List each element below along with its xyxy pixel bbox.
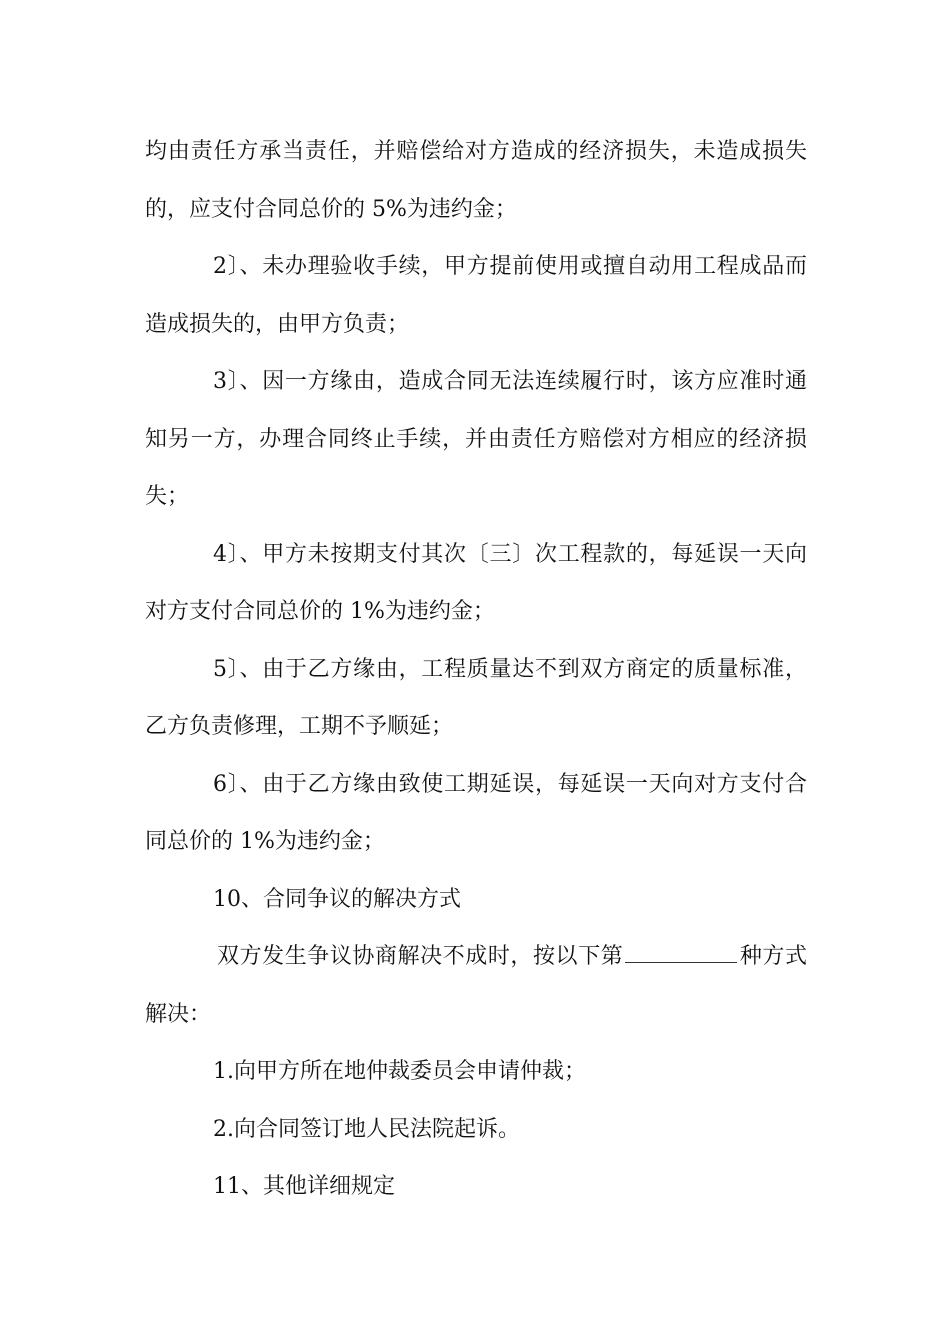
option-2-line: 2.向合同签订地人民法院起诉。 — [213, 1116, 520, 1142]
section-11-heading: 11、其他详细规定 — [213, 1174, 395, 1199]
blank-fill-field[interactable] — [625, 942, 737, 963]
text-line: 知另一方，办理合同终止手续，并由责任方赔偿对方相应的经济损 — [145, 426, 807, 452]
text-line: 失； — [145, 484, 190, 509]
clause-6-line: 6〕、由于乙方缘由致使工期延误，每延误一天向对方支付合 — [213, 771, 807, 797]
text-line: 造成损失的，由甲方负责； — [145, 311, 410, 337]
text-line: 对方支付合同总价的 1%为违约金； — [145, 599, 495, 624]
dispute-line — [145, 934, 807, 992]
document-body — [145, 129, 807, 1222]
text-line: 解决： — [145, 1001, 212, 1027]
clause-4-line: 4〕、甲方未按期支付其次〔三〕次工程款的，每延误一天向 — [213, 541, 807, 567]
text-line: 同总价的 1%为违约金； — [145, 829, 385, 854]
option-1-line: 1.向甲方所在地仲裁委员会申请仲裁； — [213, 1059, 586, 1084]
dispute-text-before: 双方发生争议协商解决不成时，按以下第 — [217, 944, 624, 969]
text-line: 乙方负责修理，工期不予顺延； — [145, 714, 454, 739]
clause-5-line: 5〕、由于乙方缘由，工程质量达不到双方商定的质量标准， — [213, 656, 807, 682]
clause-2-line: 2〕、未办理验收手续，甲方提前使用或擅自动用工程成品而 — [213, 254, 807, 279]
text-line: 均由责任方承当责任，并赔偿给对方造成的经济损失，未造成损失 — [145, 139, 807, 164]
clause-3-line: 3〕、因一方缘由，造成合同无法连续履行时，该方应准时通 — [213, 369, 807, 394]
dispute-text-after: 种方式 — [739, 944, 807, 969]
text-line: 的，应支付合同总价的 5%为违约金； — [145, 196, 517, 222]
section-10-heading: 10、合同争议的解决方式 — [213, 886, 461, 912]
